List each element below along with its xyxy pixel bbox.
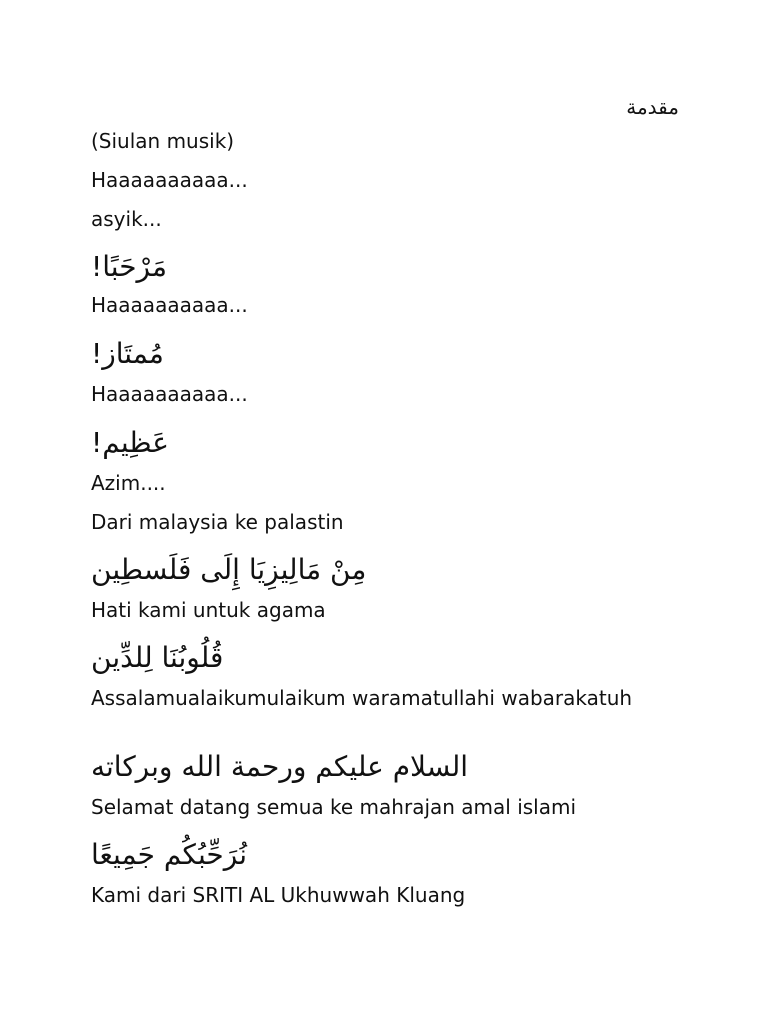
text-line-haaa-2: Haaaaaaaaaa... <box>91 293 248 317</box>
text-line-assalamualaikum: Assalamualaikumulaikum waramatullahi wabarakatuh <box>91 686 633 710</box>
arabic-line-qulubuna: قُلُوبُنَا لِلدِّين <box>91 641 224 674</box>
text-line-siulan: (Siulan musik) <box>91 129 235 153</box>
text-line-dari-malaysia: Dari malaysia ke palastin <box>91 510 344 534</box>
text-line-selamat-datang: Selamat datang semua ke mahrajan amal islami <box>91 795 577 819</box>
document-heading: مقدمة <box>626 95 679 119</box>
text-line-haaa-1: Haaaaaaaaaa... <box>91 168 248 192</box>
text-line-azim: Azim.... <box>91 471 166 495</box>
arabic-line-min-malaysia: مِنْ مَالِيزِيَا إِلَى فَلَسطِين <box>91 553 367 586</box>
arabic-line-nurahhibukum: نُرَحِّبُكُم جَمِيعًا <box>91 838 247 871</box>
arabic-line-azim: عَظِيم! <box>91 426 169 459</box>
arabic-line-mumtaz: مُمتَاز! <box>91 337 164 370</box>
text-line-hati-kami: Hati kami untuk agama <box>91 598 326 622</box>
text-line-haaa-3: Haaaaaaaaaa... <box>91 382 248 406</box>
text-line-kami-dari: Kami dari SRITI AL Ukhuwwah Kluang <box>91 883 466 907</box>
arabic-line-marhaban: مَرْحَبًا! <box>91 250 167 283</box>
arabic-line-assalamu-alaikum: السلام عليكم ورحمة الله وبركاته <box>91 750 469 783</box>
text-line-asyik: asyik... <box>91 207 162 231</box>
